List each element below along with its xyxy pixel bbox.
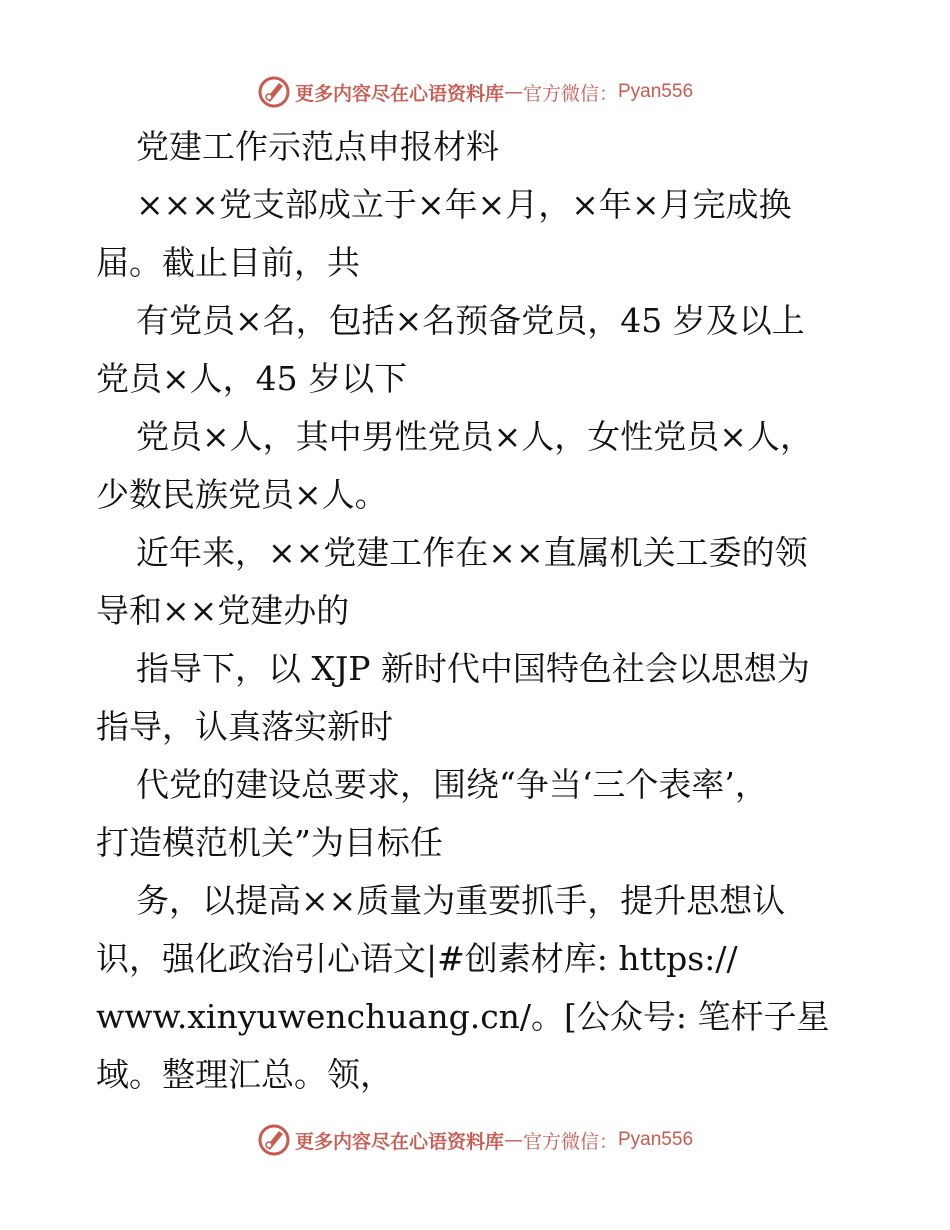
paragraph-line: 代党的建设总要求，围绕“争当‘三个表率’， bbox=[136, 765, 768, 804]
header-banner-text: 更多内容尽在心语资料库 bbox=[294, 82, 504, 105]
paragraph-line: ×××党支部成立于×年×月，×年×月完成换 bbox=[136, 185, 792, 224]
paragraph-line: 识，强化政治引心语文|#创素材库: https:// bbox=[96, 939, 738, 978]
paragraph-line: 指导，认真落实新时 bbox=[96, 707, 393, 746]
paragraph-line: 近年来，××党建工作在××直属机关工委的领 bbox=[136, 533, 808, 572]
brand-logo-icon bbox=[257, 1123, 291, 1157]
header-banner-separator: — bbox=[503, 81, 523, 103]
footer-banner-text: 更多内容尽在心语资料库 bbox=[294, 1130, 504, 1153]
paragraph-line: 务，以提高××质量为重要抓手，提升思想认 bbox=[136, 881, 786, 920]
paragraph-line: 党员×人，45 岁以下 bbox=[96, 359, 408, 398]
header-wechat-label: 官方微信： bbox=[522, 82, 618, 105]
paragraph-line: 导和××党建办的 bbox=[96, 591, 350, 630]
paragraph-line: 届。截止目前，共 bbox=[96, 243, 360, 282]
footer-banner bbox=[0, 1120, 950, 1160]
paragraph-line: www.xinyuwenchuang.cn/。[公众号: 笔杆子星 bbox=[96, 997, 830, 1036]
footer-wechat-label: 官方微信： bbox=[522, 1130, 618, 1153]
paragraph-line: 指导下，以 XJP 新时代中国特色社会以思想为 bbox=[136, 649, 810, 688]
paragraph-line: 党员×人，其中男性党员×人，女性党员×人， bbox=[136, 417, 813, 456]
paragraph-line: 有党员×名，包括×名预备党员，45 岁及以上 bbox=[136, 301, 805, 340]
footer-banner-separator: — bbox=[503, 1129, 523, 1151]
document-title: 党建工作示范点申报材料 bbox=[136, 127, 499, 166]
footer-wechat-id: Pyan556 bbox=[618, 1129, 694, 1150]
paragraph-line: 少数民族党员×人。 bbox=[96, 475, 388, 514]
paragraph-line: 打造模范机关”为目标任 bbox=[96, 823, 443, 862]
header-banner bbox=[0, 72, 950, 112]
header-wechat-id: Pyan556 bbox=[618, 81, 694, 102]
brand-logo-icon bbox=[257, 75, 291, 109]
paragraph-line: 域。整理汇总。领， bbox=[96, 1055, 393, 1094]
document-body bbox=[96, 118, 856, 1104]
